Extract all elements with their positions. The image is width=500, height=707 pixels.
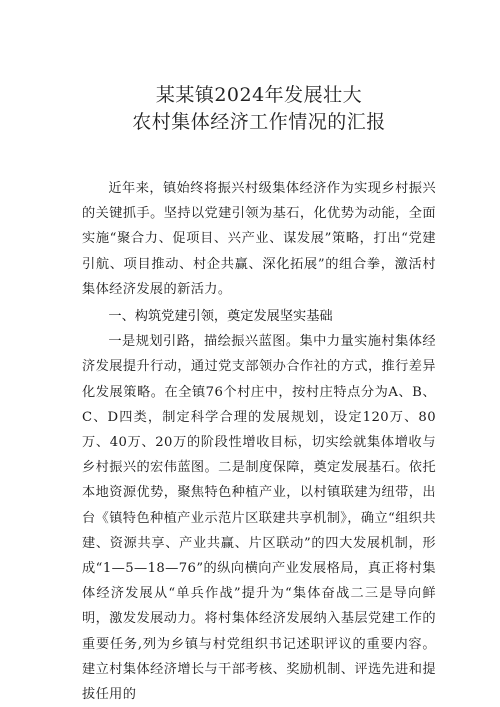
section-1-paragraph: 一是规划引路，描绘振兴蓝图。集中力量实施村集体经济发展提升行动，通过党支部领办合作社的方式，推行差异化发展策略。在全镇76个村庄中，按村庄特点分为A、B、C、D四类，制定科学合理的发展规划，设定120万、80万、40万、20万的阶段性增收目标，切实绘就集体增收与乡村振兴的宏伟蓝图。二是制度保障，奠定发展基石。依托本地资源优势，聚焦特色种植产业，以村镇联建为纽带，出台《镇特色种植产业示范片区联建共享机制》，确立“组织共建、资源共享、产业共赢、片区联动”的四大发展机制，形成“1—5—18—76”的纵向横向产业发展格局，真正将村集体经济发展从“单兵作战”提升为“集体奋战二三是导向鲜明，激发发展动力。将村集体经济发展纳入基层党建工作的重要任务,列为乡镇与村党组织书记述职评议的重要内容。建立村集体经济增长与干部考核、奖励机制、评选先进和提拔任用的 [82,334,436,703]
title-line-1: 某某镇2024年发展壮大 [155,84,363,106]
document-title [82,82,436,136]
document-body [82,176,436,707]
section-heading-1: 一、构筑党建引领，奠定发展坚实基础 [108,309,333,325]
intro-paragraph: 近年来，镇始终将振兴村级集体经济作为实现乡村振兴的关键抓手。坚持以党建引领为基石，化优势为动能，全面实施“聚合力、促项目、兴产业、谋发展”策略，打出“党建引航、项目推动、村企共赢、深化拓展”的组合拳，激活村集体经济发展的新活力。 [82,181,436,297]
title-line-2: 农村集体经济工作情况的汇报 [132,111,386,133]
